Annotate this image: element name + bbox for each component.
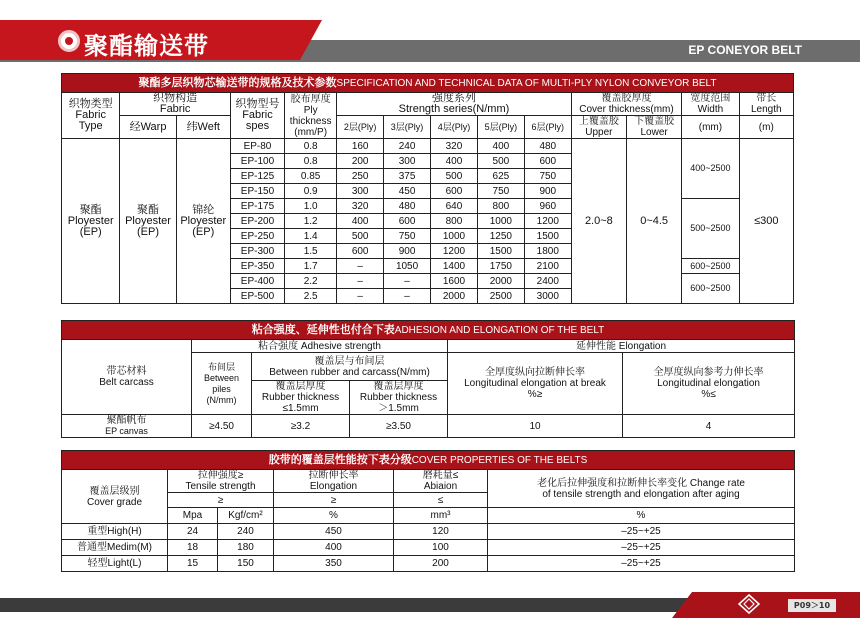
- width-range: 600~2500: [682, 259, 739, 274]
- strength-cell: 300: [384, 154, 431, 169]
- model-cell: EP-400: [230, 274, 284, 289]
- strength-cell: 960: [524, 199, 571, 214]
- elongation-header: 延伸性能 Elongation: [448, 340, 795, 353]
- adhesion-table: [61, 320, 795, 438]
- lower-value: 0~4.5: [626, 139, 681, 304]
- ply-header: 3层(Ply): [384, 116, 431, 139]
- strength-cell: 160: [337, 139, 384, 154]
- col-strength: 强度系列 Strength series(N/mm): [337, 93, 572, 116]
- strength-cell: 600: [431, 184, 478, 199]
- abr-value: 100: [394, 540, 488, 556]
- mpa-value: 15: [168, 556, 218, 572]
- col-weft: 纬Weft: [176, 116, 230, 139]
- strength-cell: 750: [477, 184, 524, 199]
- col-width: 宽度范围 Width: [682, 93, 739, 116]
- unit-mpa: Mpa: [168, 508, 218, 524]
- strength-cell: 800: [477, 199, 524, 214]
- strength-cell: 1000: [477, 214, 524, 229]
- strength-cell: 900: [524, 184, 571, 199]
- mpa-value: 24: [168, 524, 218, 540]
- model-cell: EP-200: [230, 214, 284, 229]
- strength-cell: 400: [477, 139, 524, 154]
- model-cell: EP-300: [230, 244, 284, 259]
- col-length: 带长 Length: [739, 93, 793, 116]
- adhesion-value: ≥3.50: [350, 415, 448, 438]
- cover-table: [61, 450, 795, 572]
- change-value: –25~+25: [488, 524, 795, 540]
- col-ply-thickness: 胶布厚度 Ply thickness (mm/P): [285, 93, 337, 139]
- strength-cell: –: [337, 259, 384, 274]
- strength-cell: 500: [477, 154, 524, 169]
- full-elong-header: 全厚度纵向拉断伸长率 Longitudinal elongation at break %≥: [448, 353, 623, 415]
- strength-cell: 1500: [477, 244, 524, 259]
- thick-cell: 1.5: [285, 244, 337, 259]
- ge-sign: ≥: [274, 493, 394, 508]
- elong-value: 450: [274, 524, 394, 540]
- page-title: 聚酯输送带: [84, 32, 209, 60]
- elong-value: 400: [274, 540, 394, 556]
- strength-cell: 400: [431, 154, 478, 169]
- thick-cell: 0.85: [285, 169, 337, 184]
- model-cell: EP-150: [230, 184, 284, 199]
- elongation-value: 10: [448, 415, 623, 438]
- strength-cell: 2000: [477, 274, 524, 289]
- ref-elong-header: 全厚度纵向参考力伸长率 Longitudinal elongation %≤: [623, 353, 795, 415]
- model-cell: EP-125: [230, 169, 284, 184]
- thick-cell: 1.7: [285, 259, 337, 274]
- strength-cell: 2000: [431, 289, 478, 304]
- page-subtitle: EP CONEYOR BELT: [688, 43, 802, 57]
- width-range: 400~2500: [682, 139, 739, 199]
- change-header: 老化后拉伸强度和拉断伸长率变化 Change rate of tensile strength and elongation after aging: [488, 470, 795, 508]
- strength-cell: 1200: [431, 244, 478, 259]
- company-logo-icon: [738, 594, 760, 614]
- model-cell: EP-250: [230, 229, 284, 244]
- strength-cell: 1750: [477, 259, 524, 274]
- warp-cell: 聚酯 Ployester (EP): [120, 139, 176, 304]
- model-cell: EP-175: [230, 199, 284, 214]
- model-cell: EP-80: [230, 139, 284, 154]
- strength-cell: 450: [384, 184, 431, 199]
- carcass-header: 带芯材料 Belt carcass: [62, 340, 192, 415]
- strength-cell: 240: [384, 139, 431, 154]
- strength-cell: 600: [384, 214, 431, 229]
- strength-cell: 375: [384, 169, 431, 184]
- grade-name: 轻型Light(L): [62, 556, 168, 572]
- strength-cell: 480: [384, 199, 431, 214]
- thick-header: 覆盖层厚度 Rubber thickness ＞1.5mm: [350, 381, 448, 415]
- model-cell: EP-350: [230, 259, 284, 274]
- grade-header: 覆盖层级别 Cover grade: [62, 470, 168, 524]
- col-cover: 覆盖胶厚度 Cover thickness(mm): [571, 93, 682, 116]
- col-width-unit: (mm): [682, 116, 739, 139]
- ply-header: 2层(Ply): [337, 116, 384, 139]
- ply-header: 5层(Ply): [477, 116, 524, 139]
- unit-pct: %: [488, 508, 795, 524]
- thick-cell: 1.0: [285, 199, 337, 214]
- unit-mm3: mm³: [394, 508, 488, 524]
- strength-cell: 750: [384, 229, 431, 244]
- page-number: P09＞10: [788, 599, 836, 612]
- strength-cell: 250: [337, 169, 384, 184]
- col-length-unit: (m): [739, 116, 793, 139]
- strength-cell: 200: [337, 154, 384, 169]
- strength-cell: 300: [337, 184, 384, 199]
- ply-header: 4层(Ply): [431, 116, 478, 139]
- rubber-carcass-header: 覆盖层与布间层 Between rubber and carcass(N/mm): [252, 353, 448, 381]
- width-range: 500~2500: [682, 199, 739, 259]
- thick-cell: 2.5: [285, 289, 337, 304]
- strength-cell: 800: [431, 214, 478, 229]
- type-cell: 聚酯 Ployester (EP): [62, 139, 120, 304]
- carcass-cell: 聚酯帆布 EP canvas: [62, 415, 192, 438]
- strength-cell: 400: [337, 214, 384, 229]
- elongation-value: 4: [623, 415, 795, 438]
- strength-cell: –: [384, 274, 431, 289]
- strength-cell: 480: [524, 139, 571, 154]
- le-sign: ≤: [394, 493, 488, 508]
- adhesion-section-title: 粘合强度、延伸性也付合下表ADHESION AND ELONGATION OF THE BELT: [62, 321, 795, 340]
- length-value: ≤300: [739, 139, 793, 304]
- unit-kgf: Kgf/cm²: [218, 508, 274, 524]
- change-value: –25~+25: [488, 556, 795, 572]
- strength-cell: 600: [524, 154, 571, 169]
- abr-value: 200: [394, 556, 488, 572]
- strength-cell: 320: [431, 139, 478, 154]
- strength-cell: 750: [524, 169, 571, 184]
- col-structure: 织物构造 Fabric: [120, 93, 231, 116]
- ge-sign: ≥: [168, 493, 274, 508]
- strength-cell: 500: [431, 169, 478, 184]
- model-cell: EP-500: [230, 289, 284, 304]
- strength-cell: –: [384, 289, 431, 304]
- model-cell: EP-100: [230, 154, 284, 169]
- strength-cell: 2400: [524, 274, 571, 289]
- kgf-value: 240: [218, 524, 274, 540]
- ply-header: 6层(Ply): [524, 116, 571, 139]
- unit-pct: %: [274, 508, 394, 524]
- thick-cell: 0.8: [285, 139, 337, 154]
- cover-section-title: 胶带的覆盖层性能按下表分级COVER PROPERTIES OF THE BELTS: [62, 451, 795, 470]
- upper-value: 2.0~8: [571, 139, 626, 304]
- grade-name: 重型High(H): [62, 524, 168, 540]
- thin-header: 覆盖层厚度 Rubber thickness ≤1.5mm: [252, 381, 350, 415]
- thick-cell: 2.2: [285, 274, 337, 289]
- weft-cell: 锦纶 Ployester (EP): [176, 139, 230, 304]
- tensile-header: 拉伸强度≥ Tensile strength: [168, 470, 274, 493]
- strength-cell: 1400: [431, 259, 478, 274]
- strength-cell: 1250: [477, 229, 524, 244]
- thick-cell: 0.8: [285, 154, 337, 169]
- spec-section-title: 聚酯多层织物芯输送带的规格及技术参数SPECIFICATION AND TECHNICAL DATA OF MULTI-PLY NYLON CONVEYOR BELT: [62, 74, 794, 93]
- strength-cell: 1050: [384, 259, 431, 274]
- strength-cell: 500: [337, 229, 384, 244]
- strength-cell: 3000: [524, 289, 571, 304]
- col-model: 织物型号 Fabric spes: [230, 93, 284, 139]
- col-lower: 下覆盖胶 Lower: [626, 116, 681, 139]
- grade-name: 普通型Medim(M): [62, 540, 168, 556]
- strength-cell: 1800: [524, 244, 571, 259]
- elong-value: 350: [274, 556, 394, 572]
- thick-cell: 0.9: [285, 184, 337, 199]
- kgf-value: 180: [218, 540, 274, 556]
- change-value: –25~+25: [488, 540, 795, 556]
- adhesion-value: ≥3.2: [252, 415, 350, 438]
- thick-cell: 1.2: [285, 214, 337, 229]
- strength-cell: 1500: [524, 229, 571, 244]
- abr-value: 120: [394, 524, 488, 540]
- brand-dot-icon: [58, 30, 80, 52]
- strength-cell: –: [337, 289, 384, 304]
- adhesion-value: ≥4.50: [192, 415, 252, 438]
- thick-cell: 1.4: [285, 229, 337, 244]
- strength-cell: –: [337, 274, 384, 289]
- strength-cell: 320: [337, 199, 384, 214]
- strength-cell: 600: [337, 244, 384, 259]
- elong-header: 拉断伸长率 Elongation: [274, 470, 394, 493]
- col-fabric-type: 织物类型 Fabric Type: [62, 93, 120, 139]
- strength-cell: 1000: [431, 229, 478, 244]
- col-warp: 经Warp: [120, 116, 176, 139]
- strength-cell: 900: [384, 244, 431, 259]
- width-range: 600~2500: [682, 274, 739, 304]
- mpa-value: 18: [168, 540, 218, 556]
- strength-cell: 1200: [524, 214, 571, 229]
- adhesive-header: 粘合强度 Adhesive strength: [192, 340, 448, 353]
- spec-table: [61, 73, 794, 304]
- between-piles-header: 布间层 Between piles (N/mm): [192, 353, 252, 415]
- strength-cell: 2100: [524, 259, 571, 274]
- strength-cell: 2500: [477, 289, 524, 304]
- kgf-value: 150: [218, 556, 274, 572]
- col-upper: 上覆盖胶 Upper: [571, 116, 626, 139]
- strength-cell: 625: [477, 169, 524, 184]
- strength-cell: 1600: [431, 274, 478, 289]
- abrasion-header: 磨耗量≤ Abiaion: [394, 470, 488, 493]
- strength-cell: 640: [431, 199, 478, 214]
